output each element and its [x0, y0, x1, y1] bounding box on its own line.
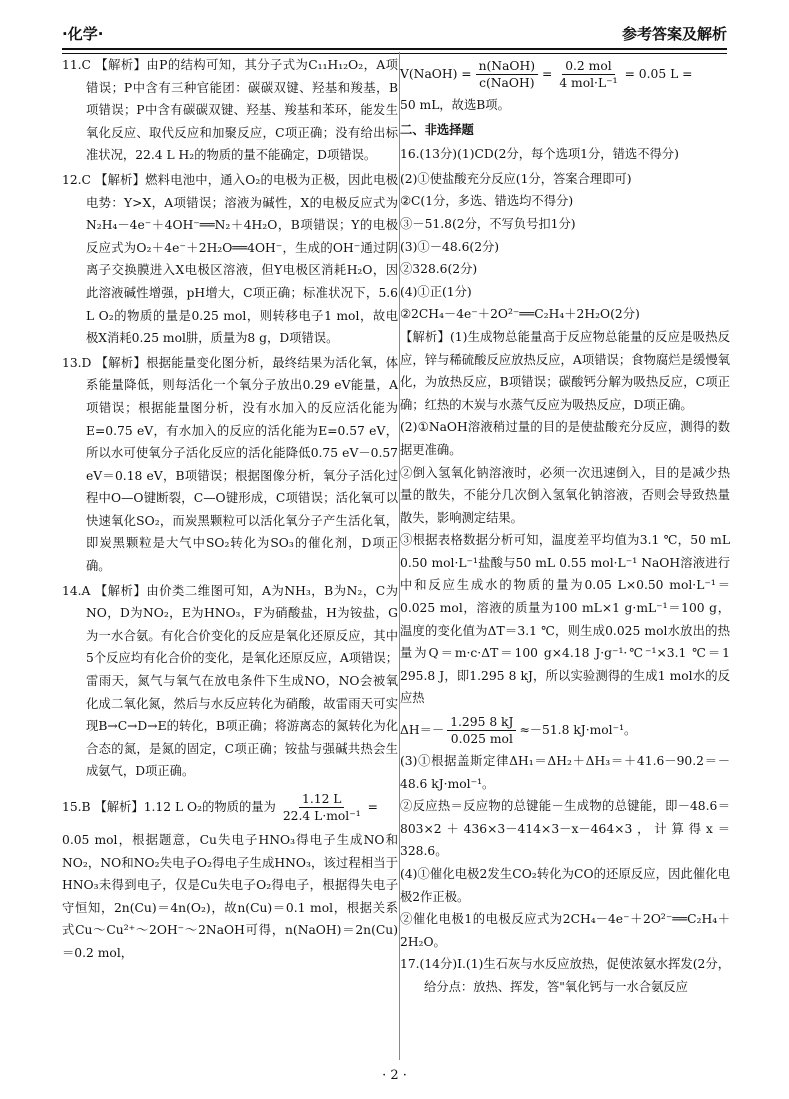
answer-16-item: (2)①使盐酸充分反应(1分，答案合理即可) — [400, 171, 632, 186]
answer-16-item: (3)①－48.6(2分) — [400, 239, 500, 254]
naoh-volume-formula — [400, 54, 730, 94]
fraction-numerator: n(NaOH) — [476, 58, 538, 75]
explanation-paragraph: (4)①催化电极2发生CO₂转化为CO的还原反应，因此催化电极2作正极。 — [400, 867, 730, 904]
fraction-value — [556, 58, 620, 91]
volume-rhs: = 0.05 L = — [624, 66, 693, 81]
volume-result: 50 mL，故选B项。 — [400, 98, 510, 112]
answer-14: 14.A 【解析】由价类二维图可知，A为NH₃，B为N₂，C为NO，D为NO₂，E为HNO₃，F为硝酸盐，H为铵盐，G为一水合氨。有化合价变化的反应是氧化还原反应，其中5个反应均有化合价的变化，是氧化还原反应，A项错误；雷雨天，氮气与氧气在放电条件下生成NO，NO会被氧化成二氧化氮，然后与水反应转化为硝酸，故雷雨天可实现B→C→D→E的转化，B项正确；将游离态的氮转化为化合态的氮，是氮的固定，C项正确；铵盐与强碱共热会生成氨气，D项正确。 — [62, 583, 398, 779]
left-column — [62, 54, 398, 967]
explanation-paragraph: 【解析】(1)生成物总能量高于反应物总能量的反应是吸热反应，锌与稀硫酸反应放热反应，A项错误；食物腐烂是缓慢氧化，为放热反应，B项错误；碳酸钙分解为吸热反应，C项正确；红热的木炭与水蒸气反应为吸热反应，D项正确。 — [400, 329, 730, 412]
equals-sign: = — [542, 66, 553, 81]
fraction-numerator: 1.295 8 kJ — [447, 714, 516, 731]
fraction-n-over-c — [476, 58, 538, 91]
explanation-paragraph: (2)①NaOH溶液稍过量的目的是使盐酸充分反应，测得的数据更准确。 — [400, 420, 730, 457]
equals-sign: = — [367, 799, 378, 814]
answer-16-item: ③－51.8(2分，不写负号扣1分) — [400, 216, 576, 231]
delta-h-lhs: ΔH＝－ — [400, 722, 445, 737]
fraction-numerator: 1.12 L — [299, 791, 344, 808]
delta-h-rhs: ≈－51.8 kJ·mol⁻¹。 — [519, 722, 637, 737]
answer-16-item: ②2CH₄－4e⁻＋2O²⁻══C₂H₄＋2H₂O(2分) — [400, 307, 640, 322]
answer-15-body: 0.05 mol，根据题意，Cu失电子HNO₃得电子生成NO和NO₂，NO和NO₂失电子O₂得电子生成HNO₃，该过程相当于HNO₃未得到电子，仅是Cu失电子O₂得电子，根据得失电子守恒知，2n(Cu)＝4n(O₂)，故n(Cu)＝0.1 mol，根据关系式Cu～Cu²⁺～2OH⁻～2NaOH可得，n(NaOH)＝2n(Cu)＝0.2 mol， — [62, 833, 398, 960]
explanation-paragraph: (3)①根据盖斯定律ΔH₁＝ΔH₂＋ΔH₃＝＋41.6－90.2＝－48.6 kJ·mol⁻¹。 — [400, 754, 730, 791]
page-header — [62, 16, 727, 50]
answer-15-intro: 15.B 【解析】1.12 L O₂的物质的量为 — [62, 799, 276, 814]
answer-15-formula — [62, 785, 398, 829]
fraction-denominator: c(NaOH) — [479, 75, 535, 90]
volume-lhs: V(NaOH) = — [400, 66, 472, 81]
subject-label: ·化学· — [62, 25, 104, 43]
explanation-paragraph: ②反应热＝反应物的总键能－生成物的总键能，即－48.6＝803×2＋436×3－414×3－x－464×3，计算得x＝328.6。 — [400, 799, 730, 859]
delta-h-formula — [400, 710, 730, 750]
answer-17: 17.(14分)Ⅰ.(1)生石灰与水反应放热，促使浓氨水挥发(2分，给分点：放热、挥发，答"氧化钙与一水合氨反应 — [400, 957, 730, 994]
answer-13: 13.D 【解析】根据能量变化图分析，最终结果为活化氧，体系能量降低，则每活化一个氧分子放出0.29 eV能量，A项错误；根据能量图分析，没有水加入的反应活化能为E=0.75 eV，有水加入的反应的活化能为E=0.57 eV，所以水可使氧分子活化反应的活化能降低0.75 eV－0.57 eV＝0.18 eV，B项错误；根据图像分析，氧分子活化过程中O—O键断裂，C—O键形成，C项错误；活化氧可以快速氧化SO₂，而炭黑颗粒可以活化氧分子产生活化氧，即炭黑颗粒是大气中SO₂转化为SO₃的催化剂，D项正确。 — [62, 355, 398, 574]
explanation-paragraph: ③根据表格数据分析可知，温度差平均值为3.1 ℃，50 mL 0.50 mol·L⁻¹盐酸与50 mL 0.55 mol·L⁻¹ NaOH溶液进行中和反应生成水的物质的量为0.05 L×0.50 mol·L⁻¹＝0.025 mol，溶液的质量为100 mL×1 g·mL⁻¹＝100 g，温度的变化值为ΔT＝3.1 ℃，则生成0.025 mol水放出的热量为Q＝m·c·ΔT＝100 g×4.18 J·g⁻¹·℃⁻¹×3.1 ℃＝1 295.8 J，即1.295 8 kJ，所以实验测得的生成1 mol水的反应热 — [400, 533, 730, 706]
explanation-paragraph: ②催化电极1的电极反应式为2CH₄－4e⁻＋2O²⁻══C₂H₄＋2H₂O。 — [400, 912, 730, 949]
explanation-paragraph: ②倒入氢氧化钠溶液时，必须一次迅速倒入，目的是减少热量的散失，不能分几次倒入氢氧化钠溶液，否则会导致热量散失，影响测定结果。 — [400, 465, 730, 525]
page-number: · 2 · — [382, 1068, 407, 1083]
fraction-numerator: 0.2 mol — [562, 58, 614, 75]
answer-11: 11.C 【解析】由P的结构可知，其分子式为C₁₁H₁₂O₂，A项错误；P中含有三种官能团：碳碳双键、羟基和羧基，B项错误；P中含有碳碳双键、羟基、羧基和苯环，能发生氧化反应、取代反应和加聚反应，C项正确；没有给出标准状况，22.4 L H₂的物质的量不能确定，D项错误。 — [62, 58, 398, 163]
answer-16-item: ②C(1分，多选、错选均不得分) — [400, 194, 574, 209]
right-column — [400, 54, 730, 1001]
fraction-denominator: 22.4 L·mol⁻¹ — [282, 808, 361, 823]
fraction-heat — [447, 714, 516, 747]
answer-12: 12.C 【解析】燃料电池中，通入O₂的电极为正极，因此电极电势：Y>X，A项错误；溶液为碱性，X的电极反应式为N₂H₄－4e⁻＋4OH⁻══N₂＋4H₂O，B项错误；Y的电极反应式为O₂＋4e⁻＋2H₂O══4OH⁻，生成的OH⁻通过阴离子交换膜进入X电极区溶液，但Y电极区消耗H₂O，因此溶液碱性增强，pH增大，C项正确；标准状况下，5.6 L O₂的物质的量是0.25 mol，则转移电子1 mol，故电极X消耗0.25 mol肼，质量为8 g，D项错误。 — [62, 172, 398, 346]
answer-16-item: ②328.6(2分) — [400, 262, 478, 277]
answer-16-item: (4)①正(1分) — [400, 284, 472, 299]
answer-15 — [62, 785, 398, 965]
fraction-o2-moles — [280, 791, 364, 824]
section-heading: 二、非选择题 — [400, 122, 474, 137]
fraction-denominator: 0.025 mol — [450, 731, 513, 746]
fraction-denominator: 4 mol·L⁻¹ — [559, 75, 618, 90]
doc-title: 参考答案及解析 — [621, 25, 727, 43]
answer-16-header: 16.(13分)(1)CD(2分，每个选项1分，错选不得分) — [400, 147, 679, 162]
